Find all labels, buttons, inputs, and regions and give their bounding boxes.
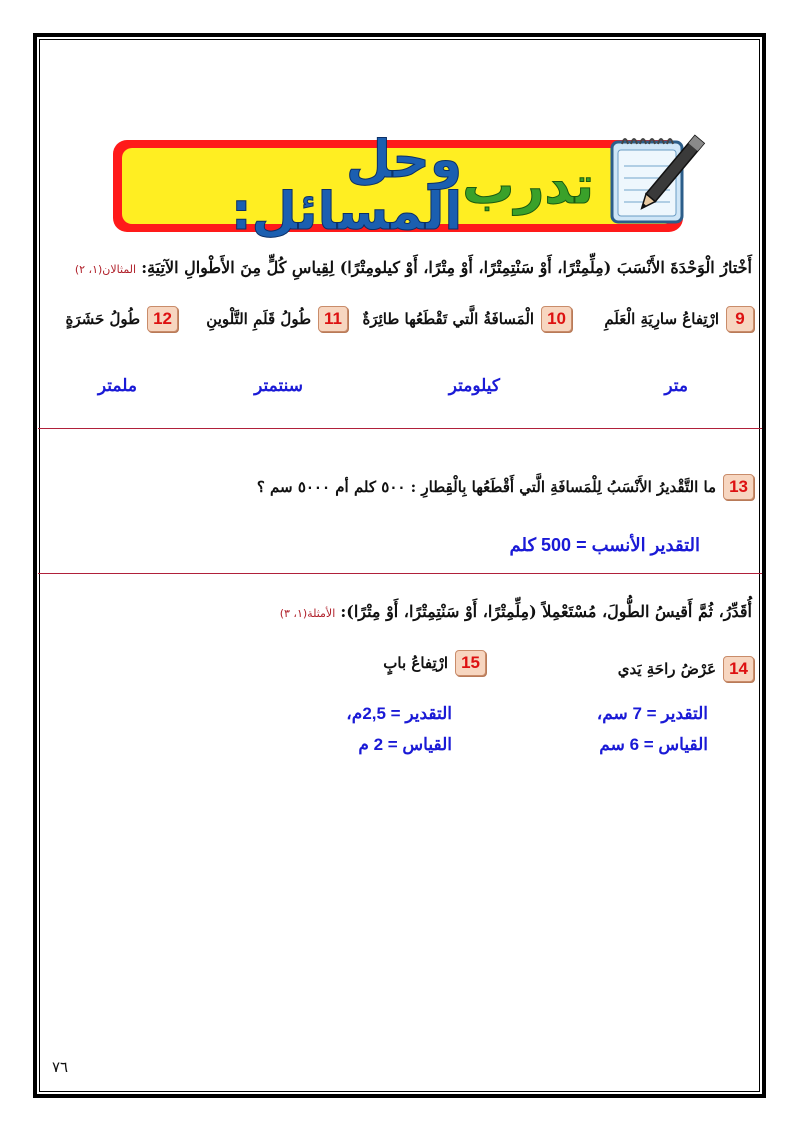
section3-instruction: أُقَدِّرُ، ثُمَّ أَقيسُ الطُّولَ، مُسْتَعْمِلاً (مِلِّمِتْرًا، أَوْ سَنْتِمِتْرًا، أَوْ مِتْرًا): [340,602,752,621]
list-item [65,306,178,332]
answer-text: القياس = 6 سم [599,735,708,754]
question-number: 14 [723,656,754,682]
question-number: 12 [147,306,178,332]
section3-instruction-line [42,602,752,621]
list-item [362,306,572,332]
question-number: 15 [455,650,486,676]
question-text: طُولُ قَلَمِ التَّلْوينِ [206,310,312,328]
section1-instruction-line [42,258,752,277]
question-number: 11 [318,306,348,332]
question-number: 10 [541,306,572,332]
question-text: الْمَسافَةُ الَّتي تَقْطَعُها طائِرَةٌ [362,310,535,328]
list-item [618,656,754,682]
list-item [206,306,348,332]
list-item [383,650,486,676]
section1-reference: المثالان(١، ٢) [74,263,137,276]
question-number: 13 [723,474,754,500]
question-text: ما التَّقْديرُ الأَنْسَبُ لِلْمَسافَةِ الَّتي أَقْطَعُها بِالْقِطارِ : ٥٠٠ كلم أم ٥٠٠٠ سم ؟ [256,478,717,496]
answer-text: متر [664,376,688,395]
section1-instruction: أَخْتارُ الْوَحْدَةَ الأَنْسَبَ (مِلِّمِتْرًا، أَوْ سَنْتِمِتْرًا، أَوْ مِتْرًا، أَوْ كيلومِتْرًا) لِقِياسِ كُلٍّ مِنَ الأَطْوالِ الآتِيَةِ: [141,258,752,277]
answer-text: سنتمتر [254,376,303,395]
list-item [604,306,754,332]
section3-reference: الأمثلة(١، ٣) [279,607,336,620]
question-number: 9 [726,306,754,332]
answer-text: التقدير الأنسب = 500 كلم [509,535,700,555]
question-text: ارْتِفاعُ سارِيَةِ الْعَلَمِ [604,310,719,328]
list-item [257,474,754,500]
answer-text: التقدير = 7 سم، [596,704,708,723]
section-divider [38,428,762,429]
question-text: عَرْضُ راحَةِ يَدي [617,660,717,678]
question-text: طُولُ حَشَرَةٍ [65,310,141,328]
banner-title: تدرب وحل المسائل: [230,130,594,242]
page-number: ٧٦ [52,1058,69,1076]
section-divider [38,573,762,574]
question-text: ارْتِفاعُ بابٍ [383,654,449,672]
notepad-pencil-icon [598,122,708,230]
answer-text: القياس = 2 م [358,735,452,754]
answer-text: التقدير = 2,5م، [346,704,452,723]
answer-text: كيلومتر [448,376,500,395]
answer-text: ملمتر [97,376,137,395]
